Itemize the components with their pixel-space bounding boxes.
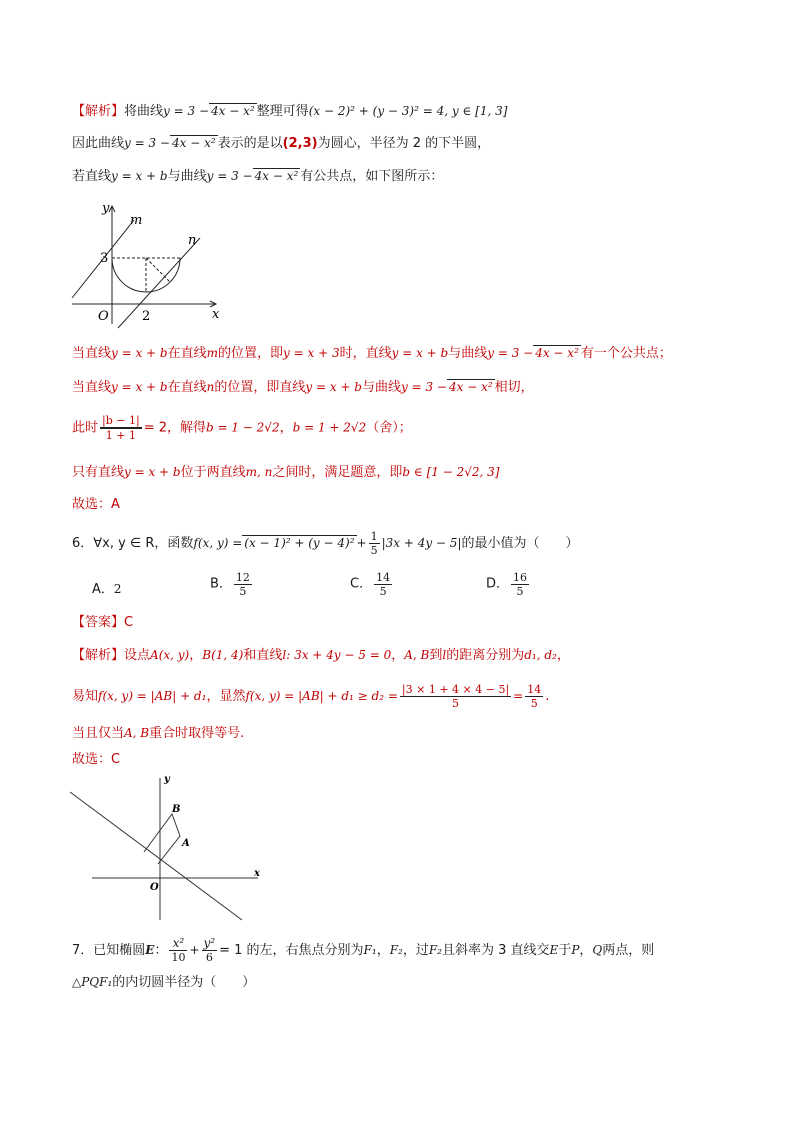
- solution-line-5: 当直线y = x + b在直线n的位置，即直线y = x + b与曲线y = 3 − 4x − x² 相切，: [72, 380, 534, 395]
- choice-q6: 故选：C: [72, 752, 121, 767]
- fraction-y2-6: $\frac{\text{y²}}{6}$: [203, 936, 216, 964]
- line-l: [70, 792, 242, 920]
- q6-answer: 【答案】C: [72, 615, 134, 630]
- fig1-y-label: y: [102, 201, 110, 216]
- option-b: B． $\frac{12}{5}$: [210, 571, 250, 598]
- solution-line-7: 只有直线y = x + b位于两直线m, n之间时，满足题意，即b ∈ [1 − 2√2, 3]: [72, 465, 500, 480]
- fraction-14-5: $\frac{14}{5}$: [527, 683, 542, 710]
- q7-stem-line-1: 7．已知椭圆E： $\frac{\text{x²}}{10}$ + $\frac{\text{y²}}{6}$ = 1 的左，右焦点分别为F₁，F₂，过F₂且斜率为 3 直线交E于P，Q两点，则: [72, 936, 655, 964]
- fig2-y-label: y: [164, 774, 170, 785]
- fig2-label-a: A: [182, 838, 190, 849]
- fraction-one-fifth: $\frac{1}{5}$: [370, 530, 378, 557]
- fig1-origin-label: O: [98, 309, 109, 324]
- fraction-x2-10: $\frac{\text{x²}}{10}$: [171, 936, 186, 964]
- solution-line-1: 【解析】将曲线y = 3 − 4x − x² 整理可得(x − 2)² + (y − 3)² = 4, y ∈ [1, 3]: [72, 104, 508, 119]
- q6-solution-line-1: 【解析】设点A(x, y)，B(1, 4)和直线l: 3x + 4y − 5 = 0，A, B到l的距离分别为d₁, d₂，: [72, 648, 570, 663]
- solution-line-4: 当直线y = x + b在直线m的位置，即y = x + 3时，直线y = x + b与曲线y = 3 − 4x − x² 有一个公共点；: [72, 346, 672, 361]
- fig2-origin-label: O: [150, 882, 159, 893]
- solution-line-2: 因此曲线y = 3 − 4x − x² 表示的是以(2,3)为圆心，半径为 2 的下半圆，: [72, 136, 491, 151]
- semicircle-figure: [68, 200, 228, 332]
- distance-figure: [68, 772, 264, 924]
- fig1-label-m: m: [130, 213, 143, 228]
- fig2-label-b: B: [172, 804, 181, 815]
- fig1-label-n: n: [188, 233, 197, 248]
- fig1-label-2: 2: [142, 309, 151, 324]
- line-n: [118, 238, 200, 328]
- option-d: D． $\frac{16}{5}$: [486, 571, 528, 598]
- fraction-distance-q6: $\frac{|3 \times 1 + 4 \times 4 - 5|}{5}$: [401, 683, 510, 710]
- solution-line-3: 若直线y = x + b与曲线y = 3 − 4x − x² 有公共点，如下图所示：: [72, 169, 444, 184]
- q6-stem: 6．∀x, y ∈ R，函数f(x, y) = (x − 1)² + (y − 4)² + $\frac{1}{5}$ |3x + 4y − 5|的最小值为（ ）: [72, 530, 579, 557]
- option-a: A．2: [92, 582, 122, 597]
- option-c: C． $\frac{14}{5}$: [350, 571, 391, 598]
- segment-ab: [144, 814, 180, 864]
- analysis-tag: 【解析】: [72, 104, 125, 119]
- choice-q5: 故选：A: [72, 497, 120, 512]
- q6-solution-line-3: 当且仅当A, B重合时取得等号.: [72, 726, 245, 741]
- fig2-x-label: x: [254, 868, 260, 879]
- fig1-x-label: x: [212, 307, 220, 322]
- fig1-label-3: 3: [100, 251, 109, 266]
- q7-stem-line-2: △PQF₁的内切圆半径为（ ）: [72, 975, 256, 990]
- fraction-distance: $\frac{|b - 1|}{1 + 1}$: [102, 414, 140, 442]
- q6-solution-line-2: 易知f(x, y) = |AB| + d₁，显然f(x, y) = |AB| + d₁ ≥ d₂ = $\frac{|3 \times 1 + 4 \times 4 - 5|}{5}$ = $\frac{14}{5}$ .: [72, 683, 550, 710]
- solution-line-6: 此时 $\frac{|b - 1|}{1 + 1}$ = 2，解得b = 1 − 2√2，b = 1 + 2√2（舍）；: [72, 414, 412, 442]
- radius-dashed-tangent: [146, 258, 170, 282]
